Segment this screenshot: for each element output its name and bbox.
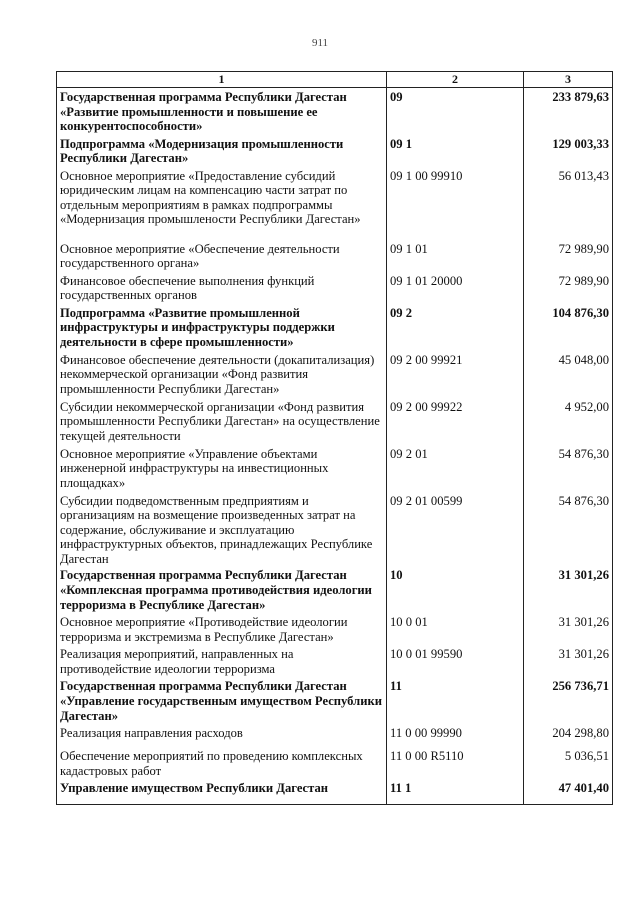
row-sum-cell: 54 876,30 [524, 492, 613, 567]
row-code-cell: 09 1 01 20000 [387, 272, 524, 304]
table-body [57, 88, 613, 805]
row-name-cell: Подпрограмма «Модернизация промышленности Республики Дагестан» [57, 135, 387, 167]
row-sum-cell: 45 048,00 [524, 351, 613, 398]
table-row [57, 398, 613, 445]
row-code-cell: 11 1 [387, 779, 524, 804]
row-sum-cell: 129 003,33 [524, 135, 613, 167]
row-sum-cell: 256 736,71 [524, 677, 613, 724]
table-row [57, 240, 613, 272]
budget-table [56, 71, 613, 805]
row-sum-cell: 233 879,63 [524, 88, 613, 135]
table-row [57, 645, 613, 677]
row-code-cell: 09 1 01 [387, 240, 524, 272]
row-sum-cell: 4 952,00 [524, 398, 613, 445]
table-row [57, 88, 613, 135]
table-row [57, 272, 613, 304]
row-code-cell: 10 0 01 [387, 613, 524, 645]
row-sum-cell: 31 301,26 [524, 566, 613, 613]
row-code-cell: 09 1 00 99910 [387, 167, 524, 240]
table-row [57, 747, 613, 779]
header-col-1: 1 [57, 72, 387, 88]
table-row [57, 167, 613, 240]
table-row [57, 445, 613, 492]
row-name-cell: Государственная программа Республики Дагестан «Комплексная программа противодействия идеологии терроризма в Республике Дагестан» [57, 566, 387, 613]
table-row [57, 724, 613, 747]
table-row [57, 779, 613, 804]
row-code-cell: 09 2 00 99921 [387, 351, 524, 398]
table-row [57, 304, 613, 351]
row-code-cell: 11 0 00 R5110 [387, 747, 524, 779]
header-col-2: 2 [387, 72, 524, 88]
row-sum-cell: 31 301,26 [524, 613, 613, 645]
table-row [57, 566, 613, 613]
page-number: 911 [311, 37, 329, 49]
row-name-cell: Обеспечение мероприятий по проведению комплексных кадастровых работ [57, 747, 387, 779]
row-name-cell: Реализация мероприятий, направленных на противодействие идеологии терроризма [57, 645, 387, 677]
row-name-cell: Основное мероприятие «Управление объектами инженерной инфраструктуры на инвестиционных площадках» [57, 445, 387, 492]
row-name-cell: Основное мероприятие «Противодействие идеологии терроризма и экстремизма в Республике Дагестан» [57, 613, 387, 645]
table-row [57, 351, 613, 398]
row-sum-cell: 204 298,80 [524, 724, 613, 747]
row-name-cell: Основное мероприятие «Предоставление субсидий юридическим лицам на компенсацию части затрат по отдельным мероприятиям в рамках подпрограммы «Модернизация промышлености Республики Дагестан» [57, 167, 387, 240]
row-name-cell: Государственная программа Республики Дагестан «Управление государственным имуществом Республики Дагестан» [57, 677, 387, 724]
row-sum-cell: 72 989,90 [524, 272, 613, 304]
row-name-cell: Реализация направления расходов [57, 724, 387, 747]
row-sum-cell: 47 401,40 [524, 779, 613, 804]
row-sum-cell: 72 989,90 [524, 240, 613, 272]
row-name-cell: Финансовое обеспечение выполнения функций государственных органов [57, 272, 387, 304]
row-name-cell: Субсидии подведомственным предприятиям и организациям на возмещение произведенных затрат на содержание, обслуживание и эксплуатацию инфраструктурных объектов, принадлежащих Республике Дагестан [57, 492, 387, 567]
row-sum-cell: 56 013,43 [524, 167, 613, 240]
row-code-cell: 11 [387, 677, 524, 724]
table-row [57, 677, 613, 724]
row-code-cell: 10 0 01 99590 [387, 645, 524, 677]
table-row [57, 613, 613, 645]
row-name-cell: Финансовое обеспечение деятельности (докапитализация) некоммерческой организации «Фонд развития промышленности Республики Дагестан» [57, 351, 387, 398]
row-code-cell: 09 [387, 88, 524, 135]
row-code-cell: 09 2 01 [387, 445, 524, 492]
row-name-cell: Подпрограмма «Развитие промышленной инфраструктуры и инфраструктуры поддержки деятельности в сфере промышленности» [57, 304, 387, 351]
row-sum-cell: 104 876,30 [524, 304, 613, 351]
row-code-cell: 11 0 00 99990 [387, 724, 524, 747]
header-col-3: 3 [524, 72, 613, 88]
row-name-cell: Основное мероприятие «Обеспечение деятельности государственного органа» [57, 240, 387, 272]
row-code-cell: 09 2 00 99922 [387, 398, 524, 445]
row-name-cell: Государственная программа Республики Дагестан «Развитие промышленности и повышение ее конкурентоспособности» [57, 88, 387, 135]
row-sum-cell: 31 301,26 [524, 645, 613, 677]
row-code-cell: 09 1 [387, 135, 524, 167]
table-row [57, 492, 613, 567]
table-header-row [57, 72, 613, 88]
row-code-cell: 09 2 [387, 304, 524, 351]
table-row [57, 135, 613, 167]
row-name-cell: Субсидии некоммерческой организации «Фонд развития промышленности Республики Дагестан» на осуществление текущей деятельности [57, 398, 387, 445]
row-code-cell: 09 2 01 00599 [387, 492, 524, 567]
row-name-cell: Управление имуществом Республики Дагестан [57, 779, 387, 804]
row-sum-cell: 5 036,51 [524, 747, 613, 779]
row-sum-cell: 54 876,30 [524, 445, 613, 492]
row-code-cell: 10 [387, 566, 524, 613]
